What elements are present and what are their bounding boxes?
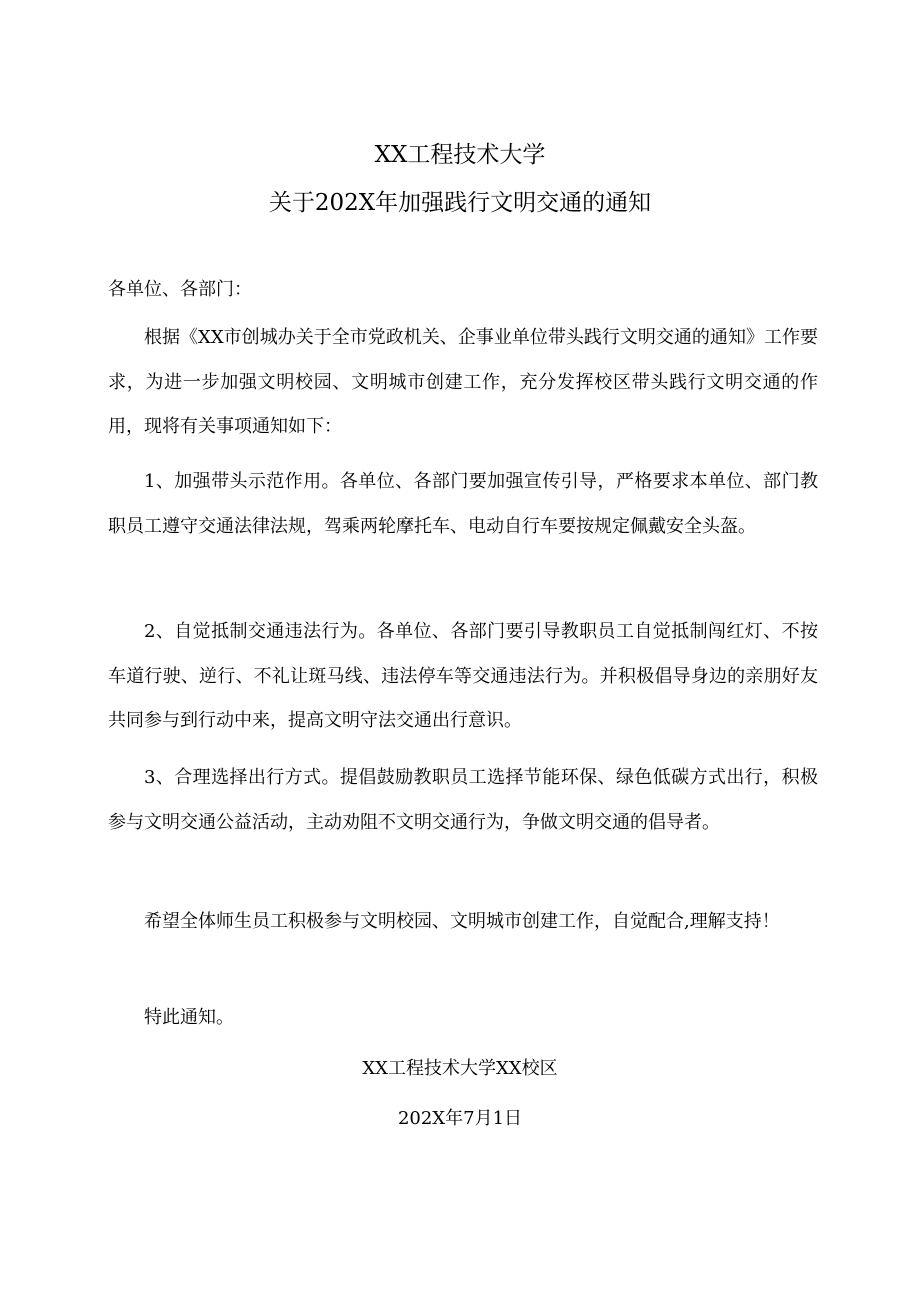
paragraph-item1-block <box>108 460 818 549</box>
paragraph-hope-block <box>108 900 818 945</box>
signature-organization: XX工程技术大学XX校区 <box>362 1058 558 1079</box>
document-title-line1: XX工程技术大学 <box>374 142 546 168</box>
paragraph-hope: 希望全体师生员工积极参与文明校园、文明城市创建工作，自觉配合,理解支持！ <box>144 911 780 932</box>
paragraph-intro-block <box>108 316 818 450</box>
paragraph-item2: 2、自觉抵制交通违法行为。各单位、各部门要引导教职员工自觉抵制闯红灯、不按车道行驶、逆行、不礼让斑马线、违法停车等交通违法行为。并积极倡导身边的亲朋好友共同参与到行动中来，提高文明守法交通出行意识。 <box>108 621 818 731</box>
paragraph-item1: 1、加强带头示范作用。各单位、各部门要加强宣传引导，严格要求本单位、部门教职员工遵守交通法律法规，驾乘两轮摩托车、电动自行车要按规定佩戴安全头盔。 <box>108 471 818 537</box>
signature-date: 202X年7月1日 <box>397 1108 523 1129</box>
paragraph-item3: 3、合理选择出行方式。提倡鼓励教职员工选择节能环保、绿色低碳方式出行，积极参与文明交通公益活动，主动劝阻不文明交通行为，争做文明交通的倡导者。 <box>108 767 818 833</box>
paragraph-closing: 特此通知。 <box>144 1007 234 1028</box>
document-title-line2: 关于202X年加强践行文明交通的通知 <box>268 190 652 216</box>
paragraph-item2-block <box>108 610 818 744</box>
paragraph-item3-block <box>108 756 818 845</box>
paragraph-intro: 根据《XX市创城办关于全市党政机关、企事业单位带头践行文明交通的通知》工作要求，为进一步加强文明校园、文明城市创建工作，充分发挥校区带头践行文明交通的作用，现将有关事项通知如下： <box>108 327 818 437</box>
salutation: 各单位、各部门： <box>108 279 252 300</box>
paragraph-closing-block <box>108 996 818 1041</box>
